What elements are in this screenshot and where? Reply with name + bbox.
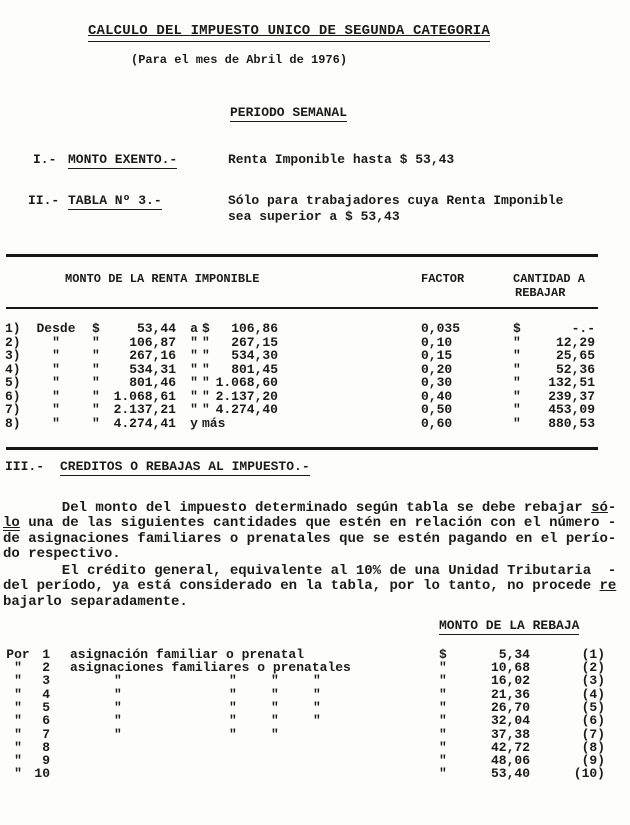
text-segment: asignaciones familiares o prenatales que se estén pagando en el perío- <box>19 530 617 547</box>
rebate-row-2-cur: " <box>439 660 447 675</box>
tax-row-3-cur3: " <box>513 348 521 363</box>
text-segment: del período, ya está considerado en la tabla, por lo tanto, no procede <box>3 578 600 595</box>
tax-row-2-num: 2) <box>5 335 21 350</box>
rebate-row-8-cur: " <box>439 740 447 755</box>
rebate-row-3-ref: (3) <box>581 673 605 688</box>
rebate-row-9-cur: " <box>439 753 447 768</box>
tax-row-7-factor: 0,50 <box>421 402 453 417</box>
tax-row-3-from: 267,16 <box>129 348 176 363</box>
text-segment: do respectivo. <box>3 546 121 563</box>
text-segment: lo <box>3 515 20 532</box>
tax-row-3-to: 534,30 <box>231 348 278 363</box>
tax-row-3-desde: " <box>52 348 60 363</box>
rebate-row-4-ditto-2: " <box>229 687 237 702</box>
rebate-row-5-cur: " <box>439 700 447 715</box>
tax-row-2-desde: " <box>52 335 60 350</box>
text-segment: - <box>607 500 617 516</box>
rebate-row-10-count: 10 <box>34 766 50 781</box>
tax-row-3-conj: " <box>190 348 198 363</box>
tax-row-7-from: 2.137,21 <box>113 402 176 417</box>
page-title <box>88 24 490 42</box>
paragraph-1-line-4 <box>3 547 616 562</box>
rebate-row-10-cur: " <box>439 766 447 781</box>
tax-row-6-conj: " <box>190 389 198 404</box>
rebates-heading: MONTO DE LA REBAJA <box>439 619 579 635</box>
rebate-row-6-ditto-3: " <box>271 713 279 728</box>
rebate-row-8-count: 8 <box>42 740 50 755</box>
rebate-row-3-ditto-2: " <box>229 673 237 688</box>
tax-row-5-to: 1.068,60 <box>215 375 278 390</box>
item-2-text-line1: Sólo para trabajadores cuya Renta Imponible <box>228 193 564 208</box>
tax-row-8-cur3: " <box>513 416 521 431</box>
rebate-row-1-cur: $ <box>439 647 447 662</box>
tax-row-1-num: 1) <box>5 321 21 336</box>
tax-row-5-cur2: " <box>202 375 210 390</box>
paragraph-1-line-3 <box>3 532 616 547</box>
paragraph-1-line-1 <box>3 501 616 516</box>
rebate-row-8-ref: (8) <box>581 740 605 755</box>
tax-row-8-from: 4.274,41 <box>113 416 176 431</box>
tax-row-4-from: 534,31 <box>129 362 176 377</box>
tax-row-2-amount: 12,29 <box>555 335 595 350</box>
rebate-row-6-ref: (6) <box>581 713 605 728</box>
tax-row-4-cur2: " <box>202 362 210 377</box>
item-1-numeral: I.- <box>33 152 57 167</box>
text-segment: una de las siguientes cantidades que estén en relación con el número - <box>19 515 617 532</box>
item-2-label: TABLA Nº 3.- <box>68 194 162 210</box>
tax-row-5-cur1: " <box>92 375 100 390</box>
rebate-row-4-ditto-1: " <box>114 687 122 702</box>
rebate-row-6-ditto-1: " <box>114 713 122 728</box>
paragraph-2-line-3 <box>3 595 616 610</box>
tax-row-3-cur2: " <box>202 348 210 363</box>
rebate-row-4-cur: " <box>439 687 447 702</box>
rebate-row-3-cur: " <box>439 673 447 688</box>
tax-row-5-amount: 132,51 <box>548 375 595 390</box>
tax-row-2-to: 267,15 <box>231 335 278 350</box>
tax-row-6-factor: 0,40 <box>421 389 453 404</box>
rebate-row-9-count: 9 <box>42 753 50 768</box>
item-2-numeral: II.- <box>28 193 60 208</box>
rebate-row-1-por: Por <box>6 647 30 662</box>
rebate-row-10-ref: (10) <box>573 766 605 781</box>
tax-row-6-num: 6) <box>5 389 21 404</box>
item-2-text-line2: sea superior a $ 53,43 <box>228 209 400 224</box>
rebate-row-1-count: 1 <box>42 647 50 662</box>
rebate-row-3-ditto-3: " <box>271 673 279 688</box>
rebate-row-7-ditto-3: " <box>271 727 279 742</box>
tax-row-1-from: 53,44 <box>136 321 176 336</box>
tax-row-7-cur2: " <box>202 402 210 417</box>
tax-row-5-from: 801,46 <box>129 375 176 390</box>
tax-row-3-amount: 25,65 <box>555 348 595 363</box>
rebate-row-5-ditto-3: " <box>271 700 279 715</box>
tax-row-8-conj: y <box>190 416 198 431</box>
tax-row-5-num: 5) <box>5 375 21 390</box>
rebate-row-4-ref: (4) <box>581 687 605 702</box>
tax-row-4-to: 801,45 <box>231 362 278 377</box>
tax-table-header-monto: MONTO DE LA RENTA IMPONIBLE <box>65 272 260 286</box>
rebate-row-5-ditto-1: " <box>114 700 122 715</box>
tax-row-7-num: 7) <box>5 402 21 417</box>
rebate-row-1-amount: 5,34 <box>498 647 530 662</box>
rebate-row-7-ref: (7) <box>581 727 605 742</box>
tax-row-6-desde: " <box>52 389 60 404</box>
tax-table-header-factor: FACTOR <box>421 272 465 286</box>
tax-row-7-cur1: " <box>92 402 100 417</box>
rebate-row-4-ditto-3: " <box>271 687 279 702</box>
paragraph-2 <box>3 564 616 610</box>
tax-row-6-cur3: " <box>513 389 521 404</box>
tax-row-3-factor: 0,15 <box>421 348 453 363</box>
item-1-text: Renta Imponible hasta $ 53,43 <box>228 152 455 167</box>
text-segment: re <box>599 578 617 595</box>
tax-row-6-amount: 239,37 <box>548 389 595 404</box>
period-heading: PERIODO SEMANAL <box>230 106 347 122</box>
text-segment: bajarlo separadamente. <box>3 593 188 610</box>
tax-row-8-amount: 880,53 <box>548 416 595 431</box>
rebate-row-10-amount: 53,40 <box>490 766 530 781</box>
tax-row-8-factor: 0,60 <box>421 416 453 431</box>
tax-row-2-cur1: " <box>92 335 100 350</box>
tax-row-2-cur3: " <box>513 335 521 350</box>
tax-row-7-desde: " <box>52 402 60 417</box>
rebate-row-2-count: 2 <box>42 660 50 675</box>
rebate-row-5-ditto-2: " <box>229 700 237 715</box>
rebate-row-7-ditto-2: " <box>229 727 237 742</box>
table-bottom-rule <box>6 447 598 450</box>
tax-row-8-desde: " <box>52 416 60 431</box>
paragraph-2-line-2 <box>3 579 616 594</box>
rebate-row-10-por: " <box>14 766 22 781</box>
tax-row-4-cur1: " <box>92 362 100 377</box>
tax-row-4-amount: 52,36 <box>555 362 595 377</box>
rebate-row-4-count: 4 <box>42 687 50 702</box>
rebate-row-7-por: " <box>14 727 22 742</box>
rebate-row-1-desc: asignación familiar o prenatal <box>70 647 305 662</box>
rebate-row-2-ref: (2) <box>581 660 605 675</box>
tax-row-1-cur1: $ <box>92 321 100 336</box>
text-segment: El crédito general, equivalente al 10% de una Unidad Tributaria - <box>3 563 617 579</box>
paragraph-1-line-2 <box>3 516 616 531</box>
rebate-row-1-ref: (1) <box>581 647 605 662</box>
table-top-rule <box>6 254 598 257</box>
rebate-row-7-ditto-1: " <box>114 727 122 742</box>
tax-row-1-to: 106,86 <box>231 321 278 336</box>
rebate-row-2-por: " <box>14 660 22 675</box>
rebate-row-8-por: " <box>14 740 22 755</box>
tax-table-header-cantidad-1: CANTIDAD A <box>513 272 586 286</box>
tax-row-5-desde: " <box>52 375 60 390</box>
tax-row-1-cur2: $ <box>202 321 210 336</box>
tax-row-4-num: 4) <box>5 362 21 377</box>
page-subtitle: (Para el mes de Abril de 1976) <box>131 53 348 67</box>
tax-row-1-amount: -.- <box>571 321 595 336</box>
page-title-text: CALCULO DEL IMPUESTO UNICO DE SEGUNDA CATEGORIA <box>88 24 490 42</box>
tax-row-4-desde: " <box>52 362 60 377</box>
tax-row-4-conj: " <box>190 362 198 377</box>
rebate-row-9-amount: 48,06 <box>490 753 530 768</box>
rebate-row-6-ditto-2: " <box>229 713 237 728</box>
tax-row-7-cur3: " <box>513 402 521 417</box>
rebate-row-3-ditto-4: " <box>313 673 321 688</box>
table-header-rule <box>6 307 598 309</box>
rebate-row-3-por: " <box>14 673 22 688</box>
tax-row-1-cur3: $ <box>513 321 521 336</box>
rebate-row-5-por: " <box>14 700 22 715</box>
tax-row-7-amount: 453,09 <box>548 402 595 417</box>
section-3-heading: CREDITOS O REBAJAS AL IMPUESTO.- <box>60 460 310 476</box>
tax-row-8-num: 8) <box>5 416 21 431</box>
paragraph-1 <box>3 501 616 563</box>
rebate-row-6-ditto-4: " <box>313 713 321 728</box>
rebate-row-6-cur: " <box>439 713 447 728</box>
tax-row-8-cur2: más <box>202 416 226 431</box>
text-segment: só <box>591 500 608 516</box>
text-segment: $\overline{de}$ <box>3 530 20 547</box>
tax-row-2-conj: " <box>190 335 198 350</box>
paragraph-2-line-1 <box>3 564 616 579</box>
rebate-row-9-ref: (9) <box>581 753 605 768</box>
rebate-row-2-desc: asignaciones familiares o prenatales <box>70 660 351 675</box>
tax-row-5-factor: 0,30 <box>421 375 453 390</box>
rebate-row-3-amount: 16,02 <box>490 673 530 688</box>
tax-table-header-cantidad-2: REBAJAR <box>515 286 566 300</box>
rebate-row-7-count: 7 <box>42 727 50 742</box>
tax-row-1-desde: Desde <box>36 321 76 336</box>
tax-row-1-conj: a <box>190 321 198 336</box>
tax-row-2-factor: 0,10 <box>421 335 453 350</box>
tax-row-6-cur2: " <box>202 389 210 404</box>
tax-row-7-to: 4.274,40 <box>215 402 278 417</box>
tax-row-6-from: 1.068,61 <box>113 389 176 404</box>
rebate-row-9-por: " <box>14 753 22 768</box>
rebate-row-4-amount: 21,36 <box>490 687 530 702</box>
rebate-row-5-amount: 26,70 <box>490 700 530 715</box>
rebate-row-5-ditto-4: " <box>313 700 321 715</box>
tax-row-6-to: 2.137,20 <box>215 389 278 404</box>
tax-row-2-cur2: " <box>202 335 210 350</box>
tax-row-6-cur1: " <box>92 389 100 404</box>
tax-row-1-factor: 0,035 <box>421 321 461 336</box>
rebate-row-8-amount: 42,72 <box>490 740 530 755</box>
tax-row-7-conj: " <box>190 402 198 417</box>
tax-row-2-from: 106,87 <box>129 335 176 350</box>
tax-row-3-num: 3) <box>5 348 21 363</box>
rebate-row-3-count: 3 <box>42 673 50 688</box>
rebate-row-5-count: 5 <box>42 700 50 715</box>
tax-row-5-cur3: " <box>513 375 521 390</box>
text-segment: Del monto del impuesto determinado según tabla se debe rebajar <box>3 500 592 516</box>
tax-row-4-factor: 0,20 <box>421 362 453 377</box>
section-3-numeral: III.- <box>5 459 45 474</box>
rebate-row-2-amount: 10,68 <box>490 660 530 675</box>
rebate-row-5-ref: (5) <box>581 700 605 715</box>
tax-row-5-conj: " <box>190 375 198 390</box>
rebate-row-6-amount: 32,04 <box>490 713 530 728</box>
tax-row-4-cur3: " <box>513 362 521 377</box>
tax-row-3-cur1: " <box>92 348 100 363</box>
rebate-row-6-count: 6 <box>42 713 50 728</box>
tax-row-8-cur1: " <box>92 416 100 431</box>
rebate-row-6-por: " <box>14 713 22 728</box>
rebate-row-7-amount: 37,38 <box>490 727 530 742</box>
item-1-label: MONTO EXENTO.- <box>68 153 177 169</box>
rebate-row-4-ditto-4: " <box>313 687 321 702</box>
rebate-row-7-cur: " <box>439 727 447 742</box>
rebate-row-3-ditto-1: " <box>114 673 122 688</box>
rebate-row-4-por: " <box>14 687 22 702</box>
